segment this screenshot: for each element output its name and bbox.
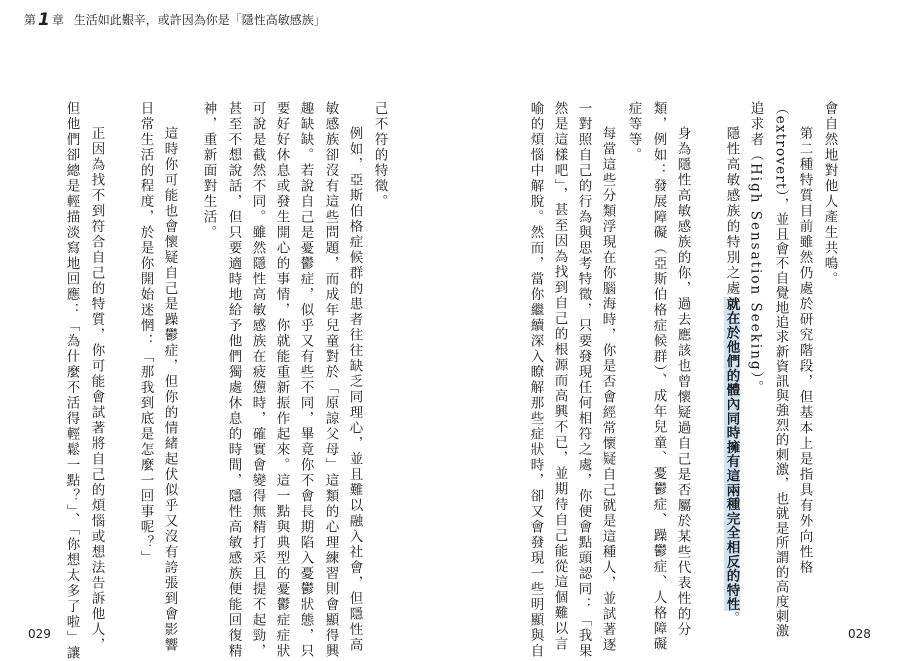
text-column: 每當這些分類浮現在你腦海時，你是否會經常懷疑自己就是這種人，並試著逐 [599,126,616,653]
text-column: 但他們卻總是輕描淡寫地回應：「為什麼不活得輕鬆一點？」、「你想太多了啦」讓 [63,101,80,661]
text-column: 會自然地對他人產生共鳴。 [821,101,838,287]
paragraph-text: 隱性高敏感族的特別之處 [723,126,740,297]
text-column: 可說是截然不同。雖然隱性高敏感族在疲憊時，確實會變得無精打采且提不起勁， [249,101,266,659]
highlighted-key-sentence: 就在於他們的體內同時擁有這兩種完全相反的特性 [723,296,740,612]
text-column: 神，重新面對生活。 [200,101,217,241]
text-column [724,126,738,627]
chapter-number: 1 [38,10,50,30]
text-column: 喻的煩惱中解脫。然而，當你繼續深入瞭解那些症狀時，卻又會發現一些明顯與自 [527,101,544,659]
text-column: （extrovert），並且會不自覺地追求新資訊與強烈的刺激，也就是所謂的高度刺激 [772,101,789,639]
text-column: 這時你可能也會懷疑自己是躁鬱症，但你的情緒起伏似乎又沒有誇張到會影響 [161,126,178,653]
text-column: 日常生活的程度，於是你開始迷惘：「那我到底是怎麼一回事呢？」 [137,101,154,566]
text-column: 己不符的特徵。 [371,101,388,210]
text-column: 追求者（High Sensation Seeking）。 [747,101,764,396]
chapter-title: 生活如此艱辛，或許因為你是「隱性高敏感族」 [73,13,326,27]
chapter-suffix: 章 [51,13,64,27]
chapter-prefix: 第 [24,13,37,27]
text-column: 症等等。 [625,101,642,163]
text-column: 一對照自己的行為與思考特徵，只要發現任何相符之處，你便會點頭認同：「我果 [575,101,592,659]
sentence-end: 。 [723,611,740,627]
text-column: 要好好休息或發生開心的事情，你就能重新振作起來。這一點與典型的憂鬱症症狀 [273,101,290,659]
text-column: 例如，亞斯伯格症候群的患者往往缺乏同理心，並且難以融入社會，但隱性高 [346,126,363,653]
text-column: 身為隱性高敏感族的你，過去應該也曾懷疑過自己是否屬於某些代表性的分 [674,126,691,638]
text-column: 第二種特質目前雖然仍處於研究階段，但基本上是指具有外向性格 [796,126,813,576]
page-number-right: 028 [848,627,871,641]
text-column: 然是這樣吧」，甚至因為找到自己的根源而高興不已，並期待自己能從這個難以言 [551,101,568,653]
text-column: 類，例如：發展障礙（亞斯伯格症候群）、成年兒童、憂鬱症、躁鬱症、人格障礙 [650,101,667,653]
text-column: 甚至不想說話，但只要適時地給予他們獨處休息的時間，隱性高敏感族便能回復精 [225,101,242,659]
page-number-left: 029 [28,627,51,641]
text-column: 正因為找不到符合自己的特質，你可能會試著將自己的煩惱或想法告訴他人， [88,126,105,653]
text-column: 敏感族卻沒有這些問題，而成年兒童對於「原諒父母」這類的心理練習則會顯得興 [322,101,339,659]
running-header [24,11,326,29]
text-column: 趣缺缺。若說自己是憂鬱症，似乎又有些不同，畢竟你不會長期陷入憂鬱狀態，只 [297,101,314,659]
